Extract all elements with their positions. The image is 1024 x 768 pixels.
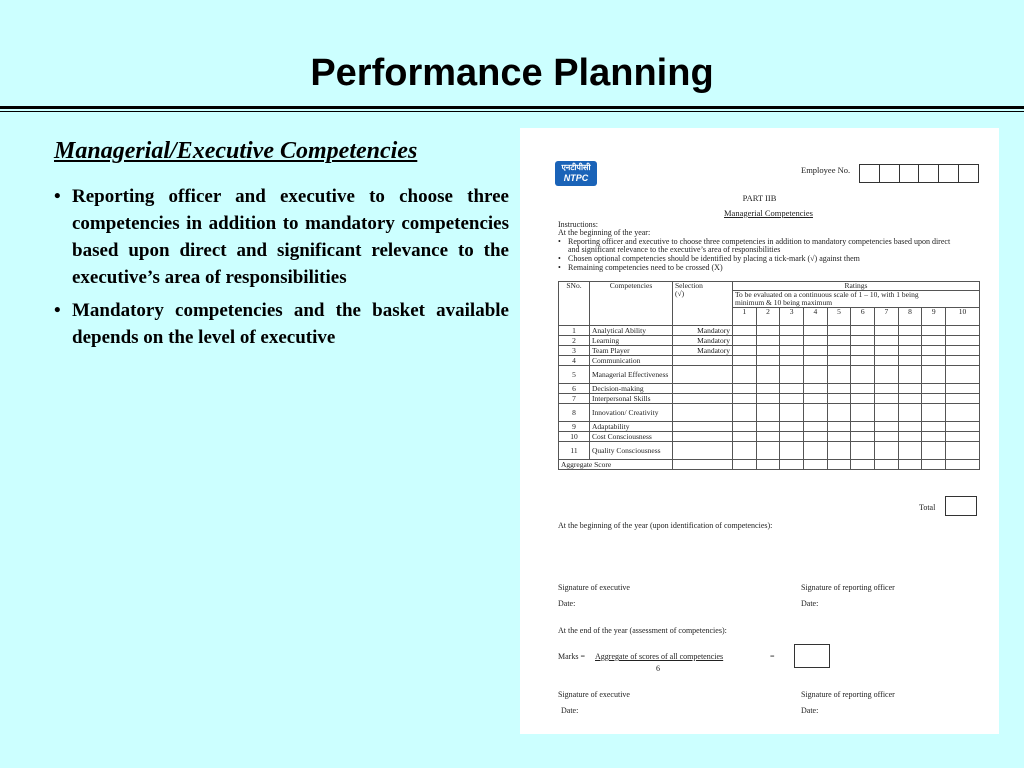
rating-cell — [733, 442, 757, 460]
rating-cell — [946, 366, 980, 384]
rating-cell — [851, 356, 875, 366]
rating-cell — [733, 404, 757, 422]
rating-cell — [756, 432, 780, 442]
subheading: Managerial/Executive Competencies — [54, 138, 418, 164]
ntpc-logo — [555, 161, 597, 186]
rating-cell — [898, 422, 922, 432]
sig-executive-label: Signature of executive — [558, 583, 630, 592]
competency-name-cell: Cost Consciousness — [590, 432, 673, 442]
selection-cell — [673, 422, 733, 432]
end-label: At the end of the year (assessment of competencies): — [558, 626, 727, 635]
table-row — [559, 432, 980, 442]
beginning-label: At the beginning of the year (upon identification of competencies): — [558, 521, 773, 530]
rating-cell — [756, 346, 780, 356]
table-row — [559, 384, 980, 394]
rating-cell — [780, 442, 804, 460]
bullet-list — [54, 183, 509, 357]
rating-cell — [804, 422, 828, 432]
title-rule-thick — [0, 106, 1024, 109]
sig-officer-label: Signature of reporting officer — [801, 690, 895, 699]
table-row — [559, 326, 980, 336]
selection-cell: Mandatory — [673, 346, 733, 356]
rating-cell — [804, 442, 828, 460]
rating-cell — [898, 336, 922, 346]
sno-cell: 5 — [559, 366, 590, 384]
instructions-label: Instructions: — [558, 220, 598, 229]
rating-cell — [780, 356, 804, 366]
rating-cell — [875, 326, 899, 336]
rating-cell — [827, 326, 851, 336]
rating-cell — [898, 394, 922, 404]
competency-name-cell: Communication — [590, 356, 673, 366]
table-row — [559, 336, 980, 346]
rating-cell — [851, 366, 875, 384]
rating-cell — [756, 366, 780, 384]
rating-cell — [733, 326, 757, 336]
selection-cell — [673, 442, 733, 460]
scale-header-cell: 2 — [756, 308, 780, 326]
sno-cell: 6 — [559, 384, 590, 394]
rating-cell — [756, 384, 780, 394]
bullet-dot-icon: • — [54, 300, 61, 321]
sno-cell: 3 — [559, 346, 590, 356]
logo-hindi-text: एनटीपीसी — [561, 163, 591, 172]
rating-cell — [898, 346, 922, 356]
rating-cell — [756, 326, 780, 336]
rating-cell — [827, 346, 851, 356]
bullet-dot-icon: • — [54, 186, 61, 207]
scale-header-cell: 9 — [922, 308, 946, 326]
rating-cell — [827, 336, 851, 346]
table-row — [559, 422, 980, 432]
instructions-sub: At the beginning of the year: — [558, 228, 651, 237]
rating-cell — [875, 384, 899, 394]
employee-no-label: Employee No. — [801, 165, 851, 175]
aggregate-cell — [875, 460, 899, 470]
scale-header-cell: 10 — [946, 308, 980, 326]
selection-mark-text: (√) — [675, 289, 685, 298]
rating-cell — [804, 356, 828, 366]
rating-cell — [827, 356, 851, 366]
aggregate-row — [559, 460, 980, 470]
rating-cell — [898, 404, 922, 422]
rating-cell — [898, 356, 922, 366]
rating-cell — [804, 366, 828, 384]
instruction-line: and significant relevance to the executive’s area of responsibilities — [568, 245, 781, 254]
aggregate-cell — [756, 460, 780, 470]
rating-cell — [946, 422, 980, 432]
rating-cell — [922, 366, 946, 384]
marks-equals: = — [770, 652, 775, 661]
rating-cell — [851, 336, 875, 346]
rating-cell — [922, 442, 946, 460]
rating-cell — [780, 432, 804, 442]
rating-cell — [898, 384, 922, 394]
rating-cell — [733, 422, 757, 432]
instruction-bullet-icon: • — [558, 254, 561, 263]
page-title: Performance Planning — [310, 52, 714, 94]
rating-cell — [946, 442, 980, 460]
bullet-text: Mandatory competencies and the basket available depends on the level of executive — [72, 300, 509, 348]
rating-cell — [827, 432, 851, 442]
rating-cell — [898, 366, 922, 384]
rating-cell — [733, 366, 757, 384]
marks-formula: Aggregate of scores of all competencies — [595, 652, 724, 661]
rating-cell — [922, 394, 946, 404]
rating-cell — [898, 432, 922, 442]
title-rule-thin — [0, 111, 1024, 112]
sno-cell: 1 — [559, 326, 590, 336]
marks-box — [794, 644, 830, 668]
sno-cell: 4 — [559, 356, 590, 366]
rating-cell — [780, 366, 804, 384]
sig-executive-label: Signature of executive — [558, 690, 630, 699]
sno-cell: 11 — [559, 442, 590, 460]
aggregate-cell — [946, 460, 980, 470]
competency-name-cell: Interpersonal Skills — [590, 394, 673, 404]
bullet-item — [54, 297, 509, 351]
rating-cell — [804, 326, 828, 336]
bullet-item — [54, 183, 509, 291]
rating-cell — [780, 404, 804, 422]
competencies-header: Competencies — [590, 282, 673, 326]
sno-cell: 10 — [559, 432, 590, 442]
selection-header-text: Selection — [675, 281, 703, 290]
aggregate-cell — [780, 460, 804, 470]
sno-header: SNo. — [559, 282, 590, 326]
competency-name-cell: Team Player — [590, 346, 673, 356]
rating-cell — [922, 432, 946, 442]
rating-cell — [827, 442, 851, 460]
selection-cell — [673, 432, 733, 442]
table-row — [559, 366, 980, 384]
rating-cell — [827, 384, 851, 394]
aggregate-cell — [733, 460, 757, 470]
rating-cell — [756, 442, 780, 460]
selection-cell — [673, 394, 733, 404]
marks-label: Marks = — [558, 652, 585, 661]
rating-cell — [851, 346, 875, 356]
rating-cell — [804, 394, 828, 404]
aggregate-cell — [851, 460, 875, 470]
rating-cell — [898, 442, 922, 460]
rating-cell — [851, 404, 875, 422]
sno-cell: 7 — [559, 394, 590, 404]
table-row — [559, 346, 980, 356]
rating-cell — [733, 394, 757, 404]
competency-name-cell: Quality Consciousness — [590, 442, 673, 460]
rating-cell — [733, 356, 757, 366]
competency-name-cell: Decision-making — [590, 384, 673, 394]
rating-cell — [875, 432, 899, 442]
ratings-scale-note — [733, 291, 980, 308]
scale-header-cell: 4 — [804, 308, 828, 326]
employee-no-boxes — [859, 164, 979, 183]
appraisal-form-image — [520, 128, 999, 734]
rating-cell — [756, 394, 780, 404]
section-title: Managerial Competencies — [724, 208, 813, 218]
rating-cell — [851, 384, 875, 394]
rating-cell — [733, 336, 757, 346]
rating-cell — [756, 422, 780, 432]
date-label: Date: — [561, 706, 579, 715]
rating-cell — [922, 336, 946, 346]
aggregate-cell — [827, 460, 851, 470]
rating-cell — [756, 356, 780, 366]
scale-header-cell: 3 — [780, 308, 804, 326]
selection-cell — [673, 356, 733, 366]
rating-cell — [946, 346, 980, 356]
rating-cell — [946, 394, 980, 404]
sno-cell: 9 — [559, 422, 590, 432]
total-box — [945, 496, 977, 516]
marks-divisor: 6 — [656, 664, 660, 673]
aggregate-cell — [898, 460, 922, 470]
sno-cell: 2 — [559, 336, 590, 346]
rating-cell — [804, 384, 828, 394]
rating-cell — [851, 432, 875, 442]
rating-cell — [804, 404, 828, 422]
rating-cell — [827, 394, 851, 404]
aggregate-cell — [804, 460, 828, 470]
scale-note-line: minimum & 10 being maximum — [735, 298, 833, 307]
rating-cell — [946, 432, 980, 442]
rating-cell — [851, 442, 875, 460]
rating-cell — [851, 326, 875, 336]
rating-cell — [922, 356, 946, 366]
rating-cell — [875, 356, 899, 366]
logo-english-text: NTPC — [563, 173, 589, 183]
rating-cell — [922, 384, 946, 394]
table-row — [559, 442, 980, 460]
ratings-table — [558, 281, 980, 470]
date-label: Date: — [558, 599, 576, 608]
aggregate-cell — [922, 460, 946, 470]
selection-cell — [673, 366, 733, 384]
rating-cell — [851, 422, 875, 432]
rating-cell — [804, 432, 828, 442]
rating-cell — [946, 384, 980, 394]
selection-cell: Mandatory — [673, 336, 733, 346]
aggregate-label: Aggregate Score — [559, 460, 673, 470]
rating-cell — [898, 326, 922, 336]
rating-cell — [780, 422, 804, 432]
rating-cell — [780, 394, 804, 404]
scale-header-cell: 5 — [827, 308, 851, 326]
rating-cell — [733, 432, 757, 442]
rating-cell — [756, 404, 780, 422]
table-row — [559, 404, 980, 422]
competency-name-cell: Learning — [590, 336, 673, 346]
rating-cell — [875, 442, 899, 460]
rating-cell — [875, 346, 899, 356]
rating-cell — [780, 336, 804, 346]
rating-cell — [804, 336, 828, 346]
competency-name-cell: Innovation/ Creativity — [590, 404, 673, 422]
rating-cell — [827, 422, 851, 432]
scale-note-line: To be evaluated on a continuous scale of 1 – 10, with 1 being — [735, 290, 919, 299]
part-label: PART IIB — [742, 193, 777, 203]
sig-officer-label: Signature of reporting officer — [801, 583, 895, 592]
rating-cell — [875, 336, 899, 346]
rating-cell — [851, 394, 875, 404]
scale-header-cell: 7 — [875, 308, 899, 326]
rating-cell — [875, 366, 899, 384]
rating-cell — [946, 326, 980, 336]
rating-cell — [733, 384, 757, 394]
competency-name-cell: Analytical Ability — [590, 326, 673, 336]
rating-cell — [946, 404, 980, 422]
bullet-text: Reporting officer and executive to choose three competencies in addition to mandatory competencies based upon direct and significant relevance to the executive’s area of responsibilities — [72, 186, 509, 288]
rating-cell — [733, 346, 757, 356]
rating-cell — [756, 336, 780, 346]
ratings-header: Ratings — [733, 282, 980, 291]
scale-header-cell: 6 — [851, 308, 875, 326]
instruction-line: Chosen optional competencies should be identified by placing a tick-mark (√) against them — [568, 254, 860, 263]
rating-cell — [946, 356, 980, 366]
rating-cell — [922, 346, 946, 356]
rating-cell — [827, 404, 851, 422]
instruction-bullet-icon: • — [558, 237, 561, 246]
rating-cell — [922, 404, 946, 422]
sno-cell: 8 — [559, 404, 590, 422]
table-row — [559, 356, 980, 366]
rating-cell — [804, 346, 828, 356]
rating-cell — [780, 346, 804, 356]
instruction-line: Remaining competencies need to be crossed (X) — [568, 263, 723, 272]
rating-cell — [922, 326, 946, 336]
date-label: Date: — [801, 599, 819, 608]
selection-cell — [673, 404, 733, 422]
date-label: Date: — [801, 706, 819, 715]
rating-cell — [780, 384, 804, 394]
selection-cell — [673, 384, 733, 394]
competency-name-cell: Managerial Effectiveness — [590, 366, 673, 384]
scale-header-cell: 1 — [733, 308, 757, 326]
rating-cell — [946, 336, 980, 346]
rating-cell — [827, 366, 851, 384]
instruction-line: Reporting officer and executive to choose three competencies in addition to mandatory competencies based upon direct — [568, 237, 951, 246]
rating-cell — [875, 422, 899, 432]
aggregate-cell — [673, 460, 733, 470]
rating-cell — [875, 404, 899, 422]
selection-header — [673, 282, 733, 326]
competency-name-cell: Adaptability — [590, 422, 673, 432]
rating-cell — [875, 394, 899, 404]
rating-cell — [780, 326, 804, 336]
scale-header-cell: 8 — [898, 308, 922, 326]
total-label: Total — [919, 503, 936, 512]
rating-cell — [922, 422, 946, 432]
selection-cell: Mandatory — [673, 326, 733, 336]
table-row — [559, 394, 980, 404]
instruction-bullet-icon: • — [558, 263, 561, 272]
